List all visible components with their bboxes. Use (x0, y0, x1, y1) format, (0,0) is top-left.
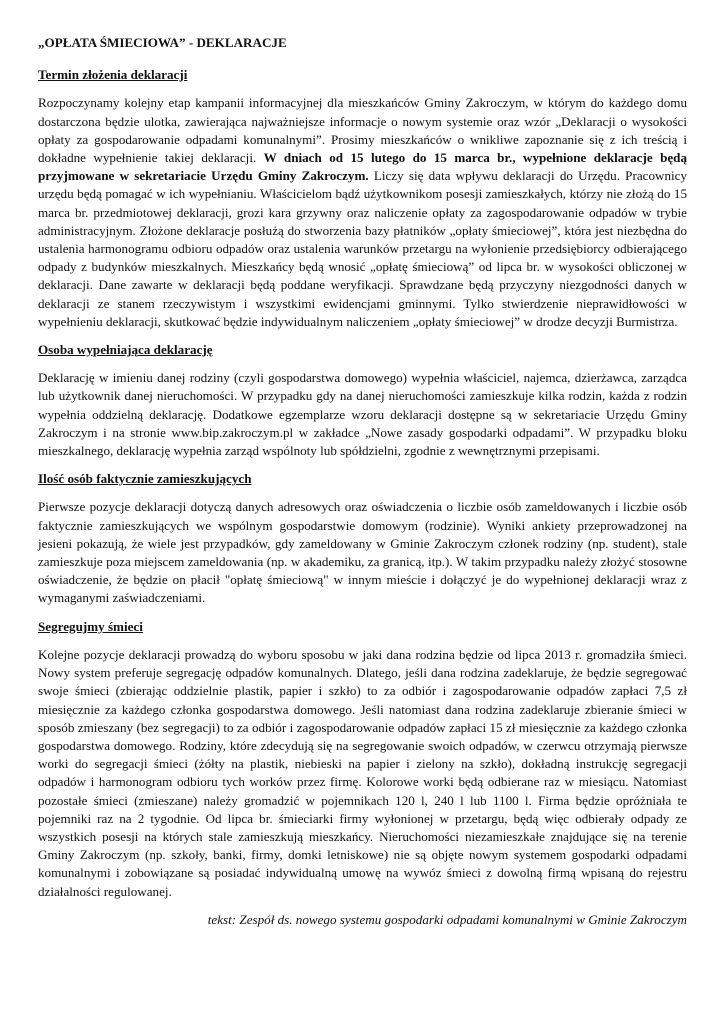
section-heading-segregation: Segregujmy śmieci (38, 618, 143, 634)
section-text-filler: Deklarację w imieniu danej rodziny (czyli gospodarstwa domowego) wypełnia właściciel, najemca, dzierżawca, zarządca lub użytkownik danej nieruchomości. W przypadku gdy na danej nieruchomości zamieszkuje kilka rodzin, każda z rodzin wypełnia oddzielną deklarację. Dodatkowe egzemplarze wzoru deklaracji dostępne są w sekretariacie Urzędu Gminy Zakroczym i na stronie www.bip.zakroczym.pl w zakładce „Nowe zasady gospodarki odpadami”. W przypadku bloku mieszkalnego, deklarację wypełnia zarząd wspólnoty lub spółdzielni, zgodnie z wewnętrznymi przepisami. (38, 370, 687, 459)
deadline-text-intro: Rozpoczynamy kolejny etap kampanii informacyjnej dla mieszkańców Gminy Zakroczym, w którym do każdego domu dostarczona będzie ulotka, zawierająca najważniejsze informacje o nowym systemie oraz wzór „Deklaracji o wysokości opłaty za gospodarowanie odpadami komunalnymi”. Prosimy mieszkańców o wnikliwe zapoznanie się z ich treścią i dokładne wypełnienie takiej deklaracji. (38, 95, 687, 166)
document-title: „OPŁATA ŚMIECIOWA” - DEKLARACJE (38, 35, 287, 50)
deadline-text-rest: Liczy się data wpływu deklaracji do Urzędu. Pracownicy urzędu będą pomagać w ich wypełnianiu. Właścicielom bądź użytkownikom posesji zamieszkałych, którzy nie złożą do 15 marca br. przedmiotowej deklaracji, grozi kara grzywny oraz naliczenie opłaty za zagospodarowanie odpadów w trybie administracyjnym. Złożone deklaracje posłużą do stworzenia bazy płatników „opłaty śmieciowej”, która jest niezbędna do ustalenia harmonogramu odbioru odpadów oraz ustalenia warunków przetargu na wyłonienie przedsiębiorcy odbierającego odpady z budynków mieszkalnych. Mieszkańcy będą wnosić „opłatę śmieciową” od lipca br. w wysokości obliczonej w deklaracji. Dane zawarte w deklaracji będą poddane weryfikacji. Sprawdzane będą przyczyny niezgodności danych w deklaracji ze stanem rzeczywistym i wszystkimi ewidencjami gminnymi. Tylko stwierdzenie nieprawidłowości w wypełnieniu deklaracji, skutkować będzie indywidualnym naliczeniem „opłaty śmieciowej” w drodze decyzji Burmistrza. (38, 168, 687, 329)
deadline-text-bold: W dniach od 15 lutego do 15 marca br., wypełnione deklaracje będą przyjmowane w sekretariacie Urzędu Gminy Zakroczym. (38, 150, 687, 184)
section-heading-deadline: Termin złożenia deklaracji (38, 67, 188, 83)
section-text-residents: Pierwsze pozycje deklaracji dotyczą danych adresowych oraz oświadczenia o liczbie osób zameldowanych i liczbie osób faktycznie zamieszkujących we wspólnym gospodarstwie domowym (rodzinie). Wyniki ankiety przeprowadzonej na jesieni pokazują, że wiele jest przypadków, gdy zameldowany w Gminie Zakroczym członek rodziny (np. student), stale zamieszkuje poza miejscem zameldowania (np. w akademiku, za granicą, itp.). W takim przypadku należy złożyć stosowne oświadczenie, że będzie on płacił "opłatę śmieciową" w innym mieście i dołączyć je do wypełnionej deklaracji wraz z wymaganymi zaświadczeniami. (38, 499, 687, 606)
section-text-segregation: Kolejne pozycje deklaracji prowadzą do wyboru sposobu w jaki dana rodzina będzie od lipca 2013 r. gromadziła śmieci. Nowy system preferuje segregację odpadów komunalnych. Dlatego, jeśli dana rodzina zadeklaruje, że będzie segregować swoje śmieci (zbierając oddzielnie plastik, papier i szkło) to za odbiór i zagospodarowanie odpadów zapłaci 7,5 zł miesięcznie za każdego członka gospodarstwa domowego. Jeśli natomiast dana rodzina zadeklaruje zbieranie śmieci w sposób zmieszany (bez segregacji) to za odbiór i zagospodarowanie odpadów zapłaci 15 zł miesięcznie za każdego członka gospodarstwa domowego. Rodziny, które zdecydują się na segregowanie swoich odpadów, w czerwcu otrzymają pierwsze worki do segregacji śmieci (żółty na plastik, niebieski na papier i zielony na szkło), dokładną instrukcję segregacji odpadów i harmonogram odbioru tych worków przez firmę. Kolorowe worki będą odbierane raz w miesiącu. Natomiast pozostałe śmieci (zmieszane) należy gromadzić w pojemnikach 120 l, 240 l lub 1100 l. Firma będzie opróżniała te pojemniki raz na 2 tygodnie. Od lipca br. śmieciarki firmy wyłonionej w przetargu, będą więc odbierały odpady ze wszystkich posesji na których stale zamieszkują mieszkańcy. Nieruchomości niezamieszkałe znajdujące się na terenie Gminy Zakroczym (np. szkoły, banki, firmy, domki letniskowe) nie są objęte nowym systemem gospodarki odpadami komunalnymi i zobowiązane są posiadać indywidualną umowę na wywóz śmieci z dowolną firmą wpisaną do rejestru działalności regulowanej. (38, 646, 687, 899)
section-heading-residents: Ilość osób faktycznie zamieszkujących (38, 471, 252, 487)
section-text-deadline (38, 94, 687, 331)
section-heading-filler: Osoba wypełniająca deklarację (38, 342, 213, 358)
author-credit: tekst: Zespół ds. nowego systemu gospodarki odpadami komunalnymi w Gminie Zakroczym (207, 911, 687, 927)
